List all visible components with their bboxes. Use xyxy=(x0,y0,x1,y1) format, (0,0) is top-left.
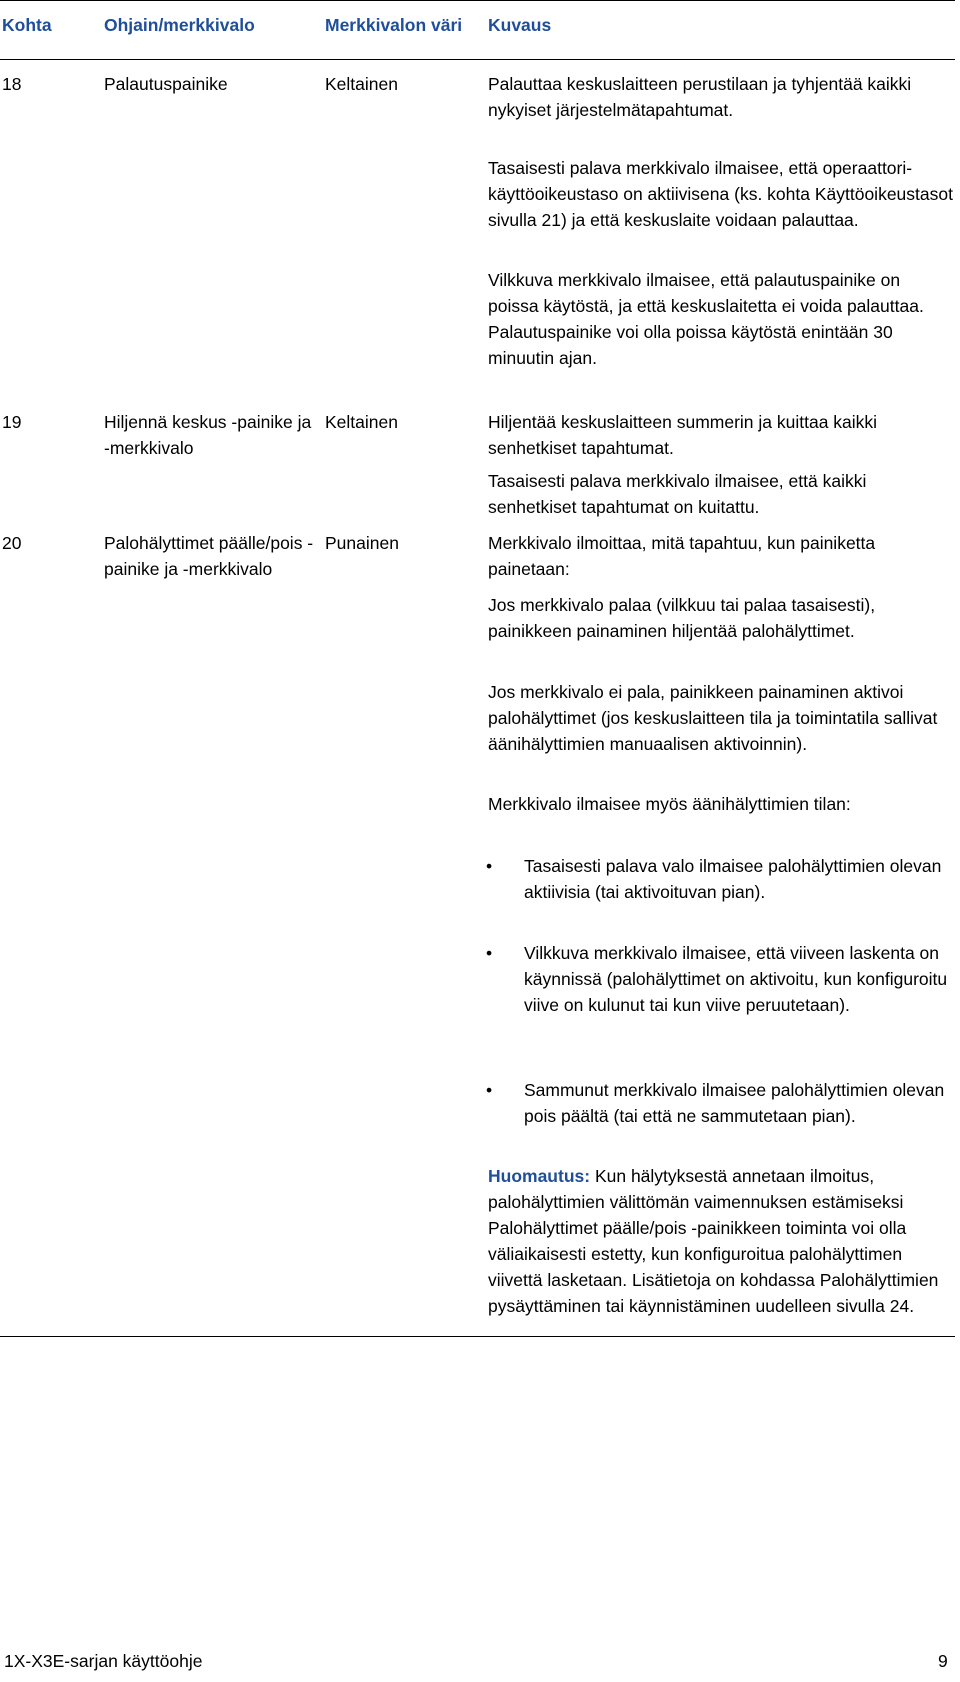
bullet-glyph: • xyxy=(486,856,493,876)
row-kuvaus-paragraph: Merkkivalo ilmoittaa, mitä tapahtuu, kun painiketta painetaan: xyxy=(488,533,876,579)
row-kuvaus-paragraph: Vilkkuva merkkivalo ilmaisee, että palautuspainike on poissa käytöstä, ja että keskuslaitetta ei voida palauttaa. Palautuspainike voi olla poissa käytöstä enintään 30 minuutin ajan. xyxy=(488,270,924,368)
note-paragraph xyxy=(488,1163,955,1319)
row-kuvaus-paragraph: Tasaisesti palava merkkivalo ilmaisee, että kaikki senhetkiset tapahtumat on kuitattu. xyxy=(488,471,867,517)
row-vari: Keltainen xyxy=(325,412,398,432)
table-header xyxy=(0,0,955,60)
note-label: Huomautus: xyxy=(488,1166,591,1186)
row-kuvaus-paragraph: Palauttaa keskuslaitteen perustilaan ja tyhjentää kaikki nykyiset järjestelmätapahtumat. xyxy=(488,74,912,120)
header-ohjain: Ohjain/merkkivalo xyxy=(104,15,255,35)
row-kohta: 20 xyxy=(2,533,22,553)
row-kohta: 18 xyxy=(2,74,22,94)
row-kuvaus-paragraph: Hiljentää keskuslaitteen summerin ja kuittaa kaikki senhetkiset tapahtumat. xyxy=(488,412,878,458)
table-bottom-rule xyxy=(0,1336,955,1337)
list-item: Sammunut merkkivalo ilmaisee palohälyttimien olevan pois päältä (tai että ne sammutetaan pian). xyxy=(524,1080,945,1126)
row-kuvaus-paragraph: Jos merkkivalo ei pala, painikkeen painaminen aktivoi palohälyttimet (jos keskuslaitteen tila ja toimintatila sallivat äänihälyttimien manuaalisen aktivoinnin). xyxy=(488,682,938,754)
bullet-glyph: • xyxy=(486,1080,493,1100)
row-ohjain: Palautuspainike xyxy=(104,74,228,94)
footer-document-title: 1X-X3E-sarjan käyttöohje xyxy=(4,1651,203,1671)
row-vari: Punainen xyxy=(325,533,399,553)
row-ohjain: Palohälyttimet päälle/pois -painike ja -merkkivalo xyxy=(104,533,314,579)
bullet-glyph: • xyxy=(486,943,493,963)
header-kohta: Kohta xyxy=(2,15,52,35)
row-vari: Keltainen xyxy=(325,74,398,94)
list-item: Vilkkuva merkkivalo ilmaisee, että viiveen laskenta on käynnissä (palohälyttimet on aktivoitu, kun konfiguroitu viive on kulunut tai kun viive peruutetaan). xyxy=(524,943,948,1015)
header-vari: Merkkivalon väri xyxy=(325,15,463,35)
row-kohta: 19 xyxy=(2,412,22,432)
note-text: Kun hälytyksestä annetaan ilmoitus, palohälyttimien välittömän vaimennuksen estämiseksi Palohälyttimet päälle/pois -painikkeen toiminta voi olla väliaikaisesti estetty, kun konfiguroitua palohälyttimen viivettä lasketaan. Lisätietoja on kohdassa Palohälyttimien pysäyttäminen tai käynnistäminen uudelleen sivulla 24. xyxy=(488,1166,939,1316)
row-kuvaus-paragraph: Jos merkkivalo palaa (vilkkuu tai palaa tasaisesti), painikkeen painaminen hiljentää palohälyttimet. xyxy=(488,595,876,641)
footer-page-number: 9 xyxy=(938,1651,948,1671)
row-kuvaus-paragraph: Merkkivalo ilmaisee myös äänihälyttimien tilan: xyxy=(488,794,851,814)
row-ohjain: Hiljennä keskus -painike ja -merkkivalo xyxy=(104,412,312,458)
header-kuvaus: Kuvaus xyxy=(488,15,552,35)
row-kuvaus-paragraph: Tasaisesti palava merkkivalo ilmaisee, että operaattori-käyttöoikeustaso on aktiivisena (ks. kohta Käyttöoikeustasot sivulla 21) ja että keskuslaite voidaan palauttaa. xyxy=(488,158,953,230)
list-item: Tasaisesti palava valo ilmaisee palohälyttimien olevan aktiivisia (tai aktivoituvan pian). xyxy=(524,856,942,902)
